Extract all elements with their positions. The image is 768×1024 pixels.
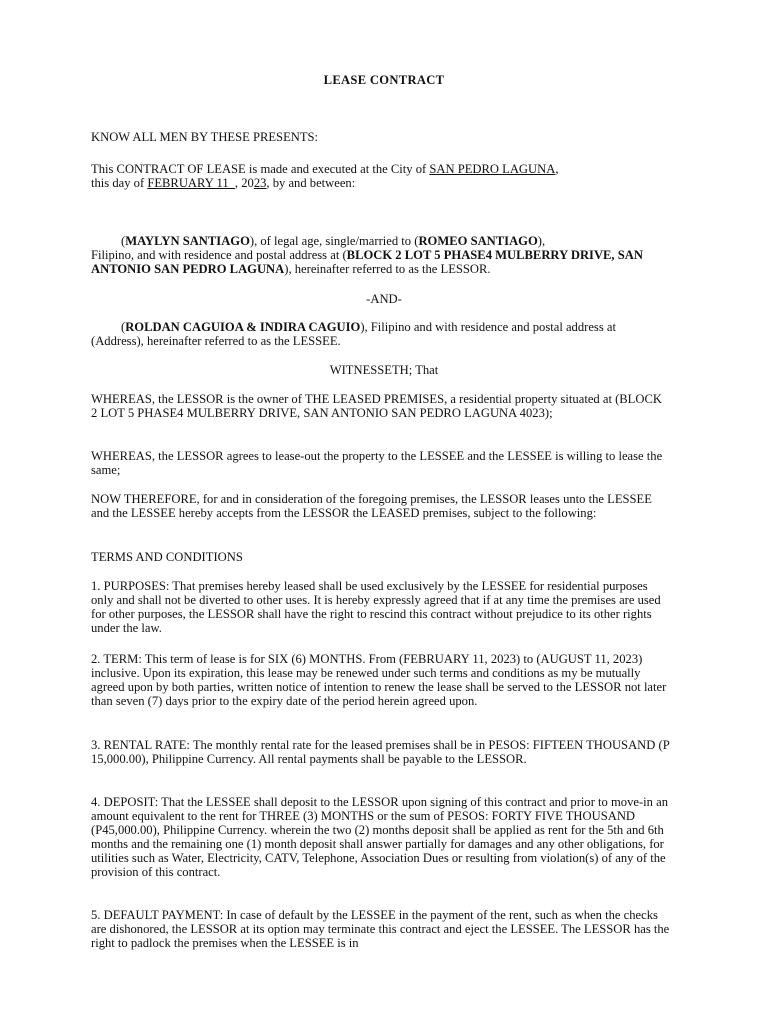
term-deposit: 4. DEPOSIT: That the LESSEE shall deposit to the LESSOR upon signing of this contract and prior to move-in an amount equivalent to the rent for THREE (3) MONTHS or the sum of PESOS: FORTY FIVE THOUSAND (P45,000.00), Philippine Currency. wherein the two (2) months deposit shall be applied as rent for the 5th and 6th months and the remaining one (1) month deposit shall answer partially for damages and any other obligations, for utilities such as Water, Electricity, CATV, Telephone, Association Dues or resulting from violation(s) of any of the provision of this contract. <box>91 795 668 879</box>
spouse-name: ROMEO SANTIAGO <box>418 234 538 248</box>
terms-heading: TERMS AND CONDITIONS <box>91 550 243 564</box>
lessor-end: ), hereinafter referred to as the LESSOR. <box>284 262 491 276</box>
term-default-payment: 5. DEFAULT PAYMENT: In case of default by the LESSEE in the payment of the rent, such as when the checks are dishonored, the LESSOR at its option may terminate this contract and eject the LESSEE. The LESSOR has the right to padlock the premises when the LESSEE is in <box>91 908 670 950</box>
document-title: LEASE CONTRACT <box>323 73 445 87</box>
contract-year: 23 <box>253 176 267 190</box>
term-duration: 2. TERM: This term of lease is for SIX (6) MONTHS. From (FEBRUARY 11, 2023) to (AUGUST 11, 2023) inclusive. Upon its expiration, this lease may be renewed under such terms and conditions as my be mutually agreed upon by both parties, written notice of intention to renew the lease shall be served to the LESSOR not later than seven (7) days prior to the expiry date of the period herein agreed upon. <box>91 652 667 708</box>
lessee-paragraph <box>91 320 671 348</box>
city-name: SAN PEDRO LAGUNA <box>429 162 556 176</box>
lessor-mid: ), of legal age, single/married to ( <box>249 234 419 248</box>
intro-text-3: this day of <box>91 176 148 190</box>
contract-date: FEBRUARY 11 <box>147 176 235 190</box>
lessor-line2: Filipino, and with residence and postal address at ( <box>91 248 347 262</box>
lessee-name: ROLDAN CAGUIOA & INDIRA CAGUIO <box>125 320 361 334</box>
lessor-name: MAYLYN SANTIAGO <box>125 234 250 248</box>
lessor-mid2: ), <box>537 234 546 248</box>
now-therefore: NOW THEREFORE, for and in consideration of the foregoing premises, the LESSOR leases unto the LESSEE and the LESSEE hereby accepts from the LESSOR the LEASED premises, subject to the following: <box>91 492 652 520</box>
intro-paragraph <box>91 162 671 190</box>
lessor-address: BLOCK 2 LOT 5 PHASE4 MULBERRY DRIVE, SAN ANTONIO SAN PEDRO LAGUNA <box>91 248 643 276</box>
and-separator: -AND- <box>366 292 402 306</box>
lessee-rest: ), Filipino and with residence and postal address at (Address), hereinafter referred to as the LESSEE. <box>91 320 616 348</box>
whereas-1: WHEREAS, the LESSOR is the owner of THE LEASED PREMISES, a residential property situated at (BLOCK 2 LOT 5 PHASE4 MULBERRY DRIVE, SAN ANTONIO SAN PEDRO LAGUNA 4023); <box>91 392 662 420</box>
lessor-paragraph <box>91 234 671 276</box>
term-purposes: 1. PURPOSES: That premises hereby leased shall be used exclusively by the LESSEE for residential purposes only and shall not be diverted to other uses. It is hereby expressly agreed that if at any time the premises are used for other purposes, the LESSOR shall have the right to rescind this contract without prejudice to its other rights under the law. <box>91 579 661 635</box>
intro-text-5: , by and between: <box>266 176 356 190</box>
intro-text-1: This CONTRACT OF LEASE is made and executed at the City of <box>91 162 430 176</box>
intro-text-4: , 20 <box>234 176 254 190</box>
witnesseth-line: WITNESSETH; That <box>329 363 439 377</box>
intro-text-2: , <box>555 162 559 176</box>
term-rental-rate: 3. RENTAL RATE: The monthly rental rate for the leased premises shall be in PESOS: FIFTEEN THOUSAND (P 15,000.00), Philippine Currency. All rental payments shall be payable to the LESSOR. <box>91 738 670 766</box>
lessor-open: ( <box>121 234 126 248</box>
whereas-2: WHEREAS, the LESSOR agrees to lease-out the property to the LESSEE and the LESSEE is willing to lease the same; <box>91 449 663 477</box>
lessee-open: ( <box>121 320 126 334</box>
know-all-line: KNOW ALL MEN BY THESE PRESENTS: <box>91 130 319 144</box>
